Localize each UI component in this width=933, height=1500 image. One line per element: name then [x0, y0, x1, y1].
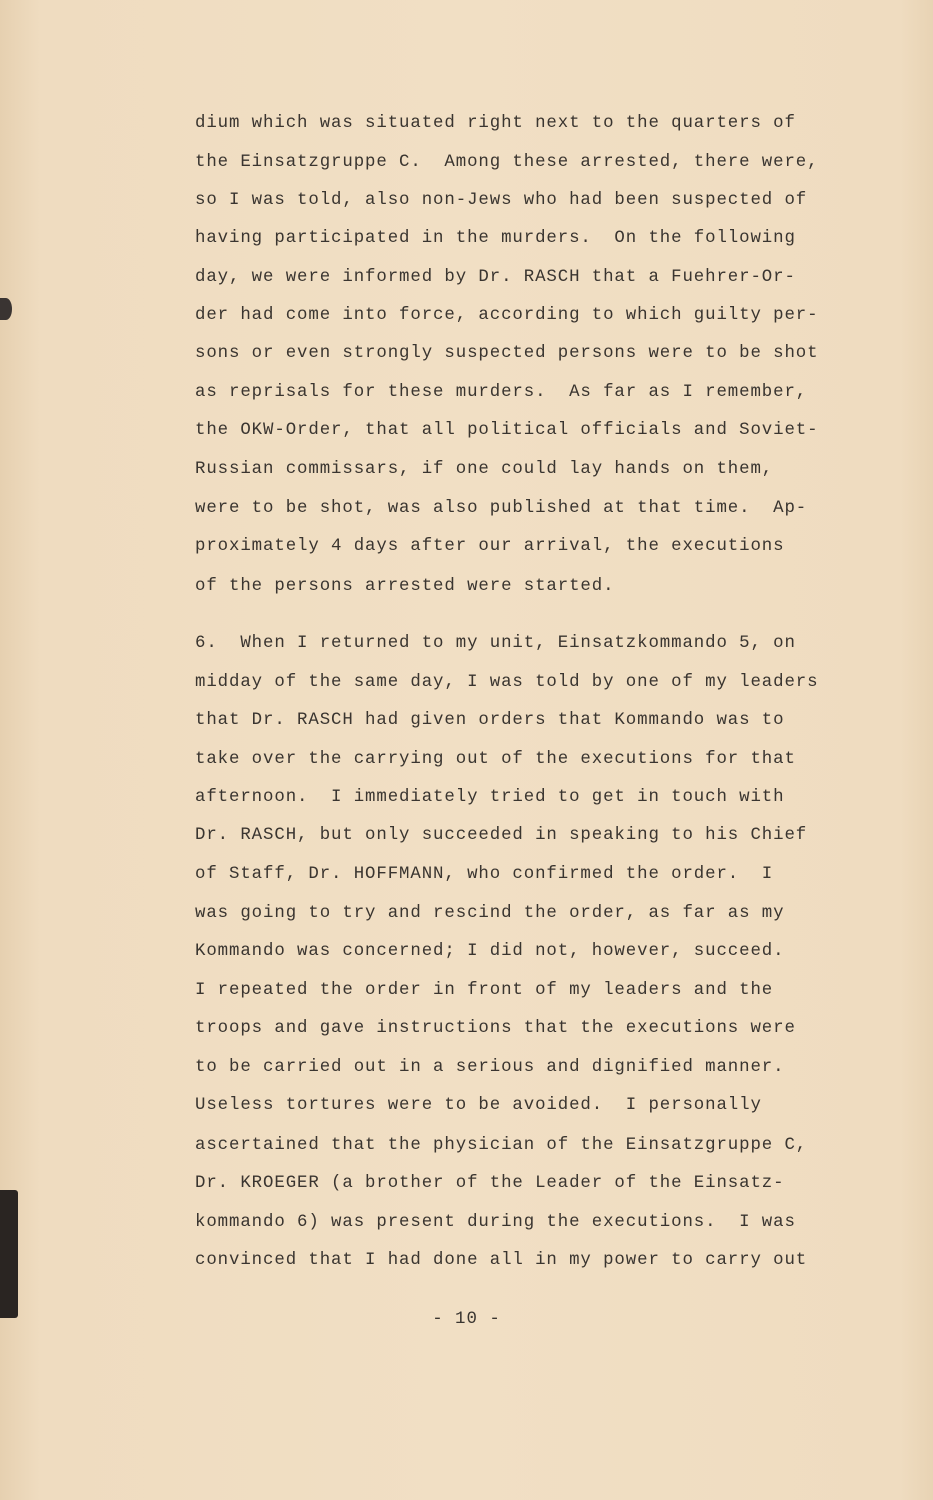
text-line: so I was told, also non-Jews who had been suspected of	[195, 191, 808, 210]
text-line: take over the carrying out of the executions for that	[195, 750, 796, 769]
text-line: der had come into force, according to which guilty per-	[195, 306, 819, 325]
text-line: Useless tortures were to be avoided. I personally	[195, 1096, 762, 1115]
text-line: day, we were informed by Dr. RASCH that a Fuehrer-Or-	[195, 268, 796, 287]
text-line: proximately 4 days after our arrival, the executions	[195, 537, 785, 556]
text-line: of the persons arrested were started.	[195, 577, 615, 596]
text-line: of Staff, Dr. HOFFMANN, who confirmed the order. I	[195, 865, 774, 884]
text-line: Dr. KROEGER (a brother of the Leader of the Einsatz-	[195, 1174, 785, 1193]
text-line: sons or even strongly suspected persons were to be shot	[195, 344, 819, 363]
text-line: as reprisals for these murders. As far as I remember,	[195, 383, 808, 402]
text-line: Dr. RASCH, but only succeeded in speaking to his Chief	[195, 826, 808, 845]
text-line: midday of the same day, I was told by one of my leaders	[195, 673, 819, 692]
text-line: the OKW-Order, that all political officials and Soviet-	[195, 421, 819, 440]
text-line: convinced that I had done all in my power to carry out	[195, 1251, 808, 1270]
text-line: I repeated the order in front of my leaders and the	[195, 981, 774, 1000]
page-number: - 10 -	[432, 1310, 501, 1329]
text-line: 6. When I returned to my unit, Einsatzkommando 5, on	[195, 634, 796, 653]
text-line: ascertained that the physician of the Einsatzgruppe C,	[195, 1136, 808, 1155]
binder-hole-mark	[0, 298, 12, 320]
text-line: the Einsatzgruppe C. Among these arrested, there were,	[195, 153, 819, 172]
text-line: troops and gave instructions that the executions were	[195, 1019, 796, 1038]
text-line: Kommando was concerned; I did not, however, succeed.	[195, 942, 785, 961]
binder-clip-mark	[0, 1190, 18, 1318]
text-line: to be carried out in a serious and dignified manner.	[195, 1058, 785, 1077]
text-line: was going to try and rescind the order, as far as my	[195, 904, 785, 923]
text-line: kommando 6) was present during the executions. I was	[195, 1213, 796, 1232]
text-line: afternoon. I immediately tried to get in touch with	[195, 788, 785, 807]
text-line: that Dr. RASCH had given orders that Kommando was to	[195, 711, 785, 730]
text-line: Russian commissars, if one could lay hands on them,	[195, 460, 774, 479]
text-line: dium which was situated right next to the quarters of	[195, 114, 796, 133]
text-line: having participated in the murders. On the following	[195, 229, 796, 248]
text-line: were to be shot, was also published at that time. Ap-	[195, 499, 808, 518]
